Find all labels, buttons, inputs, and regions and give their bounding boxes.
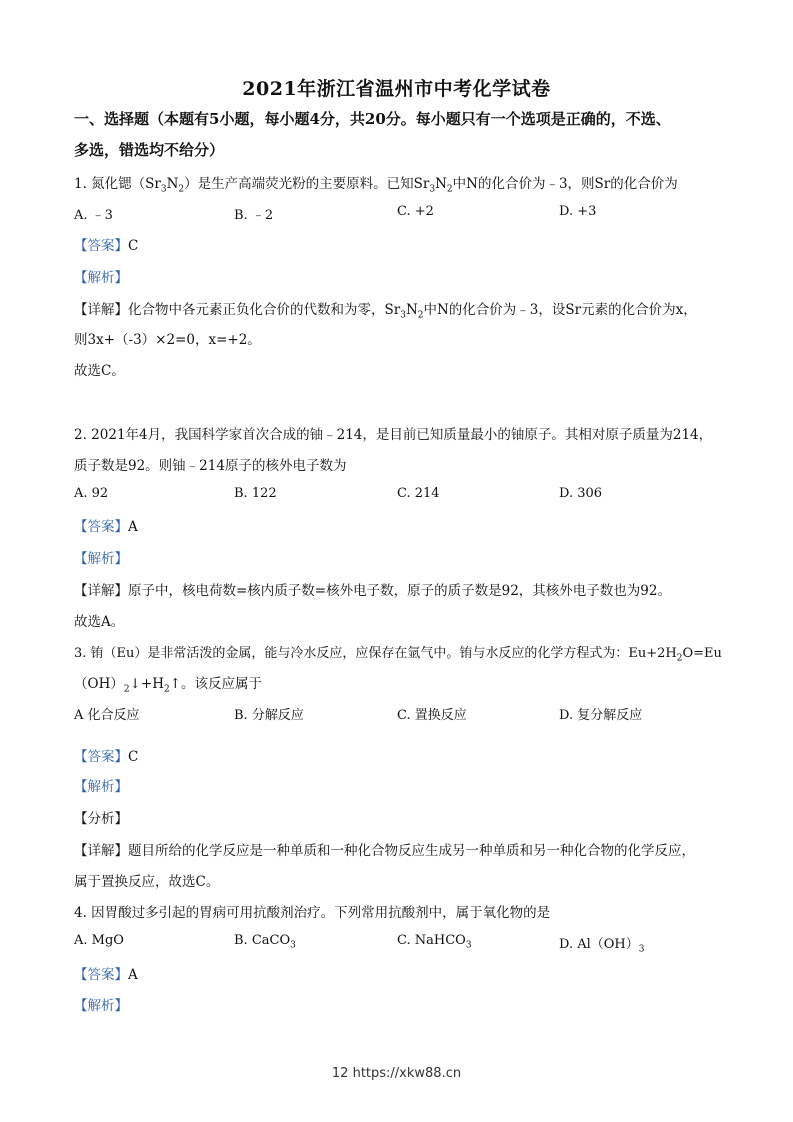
page-footer: 12 https://xkw88.cn <box>331 1066 462 1081</box>
question-1-options <box>74 204 734 222</box>
question-1-analysis-label: 【解析】 <box>74 270 128 286</box>
option-d: D. $Al(OH)_3$ <box>559 937 645 955</box>
question-2-answer: 【答案】A <box>74 519 138 535</box>
question-1-conclusion: 故选C。 <box>74 363 125 379</box>
question-3-stem-line1: 3. 铕（Eu）是非常活泼的金属，能与冷水反应，应保存在氩气中。铕与水反应的化学方程式为：$Eu+2H_2O=Eu$ <box>74 646 722 664</box>
question-2-analysis-label: 【解析】 <box>74 551 128 567</box>
question-4-answer: 【答案】A <box>74 967 138 983</box>
question-2-conclusion: 故选A。 <box>74 614 125 630</box>
question-1-detail-line2: 则3x+（-3）×2=0，x=+2。 <box>74 332 261 348</box>
question-4-stem: 4. 因胃酸过多引起的胃病可用抗酸剂治疗。下列常用抗酸剂中，属于氧化物的是 <box>74 905 551 921</box>
question-1-answer: 【答案】C <box>74 238 139 254</box>
option-c: C. 置换反应 <box>397 708 467 723</box>
question-2-options <box>74 486 734 504</box>
question-4-options <box>74 933 734 955</box>
question-1-stem: 1. 氮化锶$(Sr_3N_2)$是生产高端荧光粉的主要原料。已知$Sr_3N_2$中N的化合价为﹣3，则Sr的化合价为 <box>74 176 678 195</box>
section-heading-line2: 多选，错选均不给分） <box>74 141 225 159</box>
question-3-detail-line1: 【详解】题目所给的化学反应是一种单质和一种化合物反应生成另一种单质和另一种化合物的化学反应， <box>74 843 695 859</box>
option-a: A. MgO <box>74 933 124 948</box>
option-a: A 化合反应 <box>74 708 140 723</box>
question-2-detail: 【详解】原子中，核电荷数=核内质子数=核外电子数，原子的质子数是92，其核外电子数也为92。 <box>74 583 671 599</box>
question-4-analysis-label: 【解析】 <box>74 998 128 1014</box>
option-b: B. ﹣2 <box>234 208 274 223</box>
question-3-stem-line2: $(OH)_2↓+H_2↑$。该反应属于 <box>74 676 263 695</box>
option-c: C. +2 <box>397 204 434 219</box>
question-3-analysis-label: 【解析】 <box>74 779 128 795</box>
option-c: C. NaHCO$_3$ <box>397 933 472 951</box>
option-a: A. ﹣3 <box>74 208 113 223</box>
question-2-stem-line1: 2. 2021年4月，我国科学家首次合成的铀﹣214，是目前已知质量最小的铀原子。其相对原子质量为214， <box>74 427 713 443</box>
option-b: B. 分解反应 <box>234 708 304 723</box>
option-c: C. 214 <box>397 486 440 501</box>
option-d: D. 复分解反应 <box>559 708 643 723</box>
option-d: D. 306 <box>559 486 603 501</box>
question-3-analysis-note: 【分析】 <box>74 811 128 827</box>
option-b: B. CaCO$_3$ <box>234 933 296 951</box>
question-3-detail-line2: 属于置换反应，故选C。 <box>74 874 220 890</box>
question-3-answer: 【答案】C <box>74 749 139 765</box>
question-3-options <box>74 704 734 722</box>
option-b: B. 122 <box>234 486 277 501</box>
question-2-stem-line2: 质子数是92。则铀﹣214原子的核外电子数为 <box>74 458 347 474</box>
page-title: 2021年浙江省温州市中考化学试卷 <box>242 78 551 100</box>
question-1-detail: 【详解】化合物中各元素正负化合价的代数和为零，$Sr_3N_2$中N的化合价为﹣3，设Sr元素的化合价为x， <box>74 302 697 321</box>
option-d: D. +3 <box>559 204 597 219</box>
section-heading-line1: 一、选择题（本题有5小题，每小题4分，共20分。每小题只有一个选项是正确的，不选、 <box>74 110 671 128</box>
option-a: A. 92 <box>74 486 109 501</box>
